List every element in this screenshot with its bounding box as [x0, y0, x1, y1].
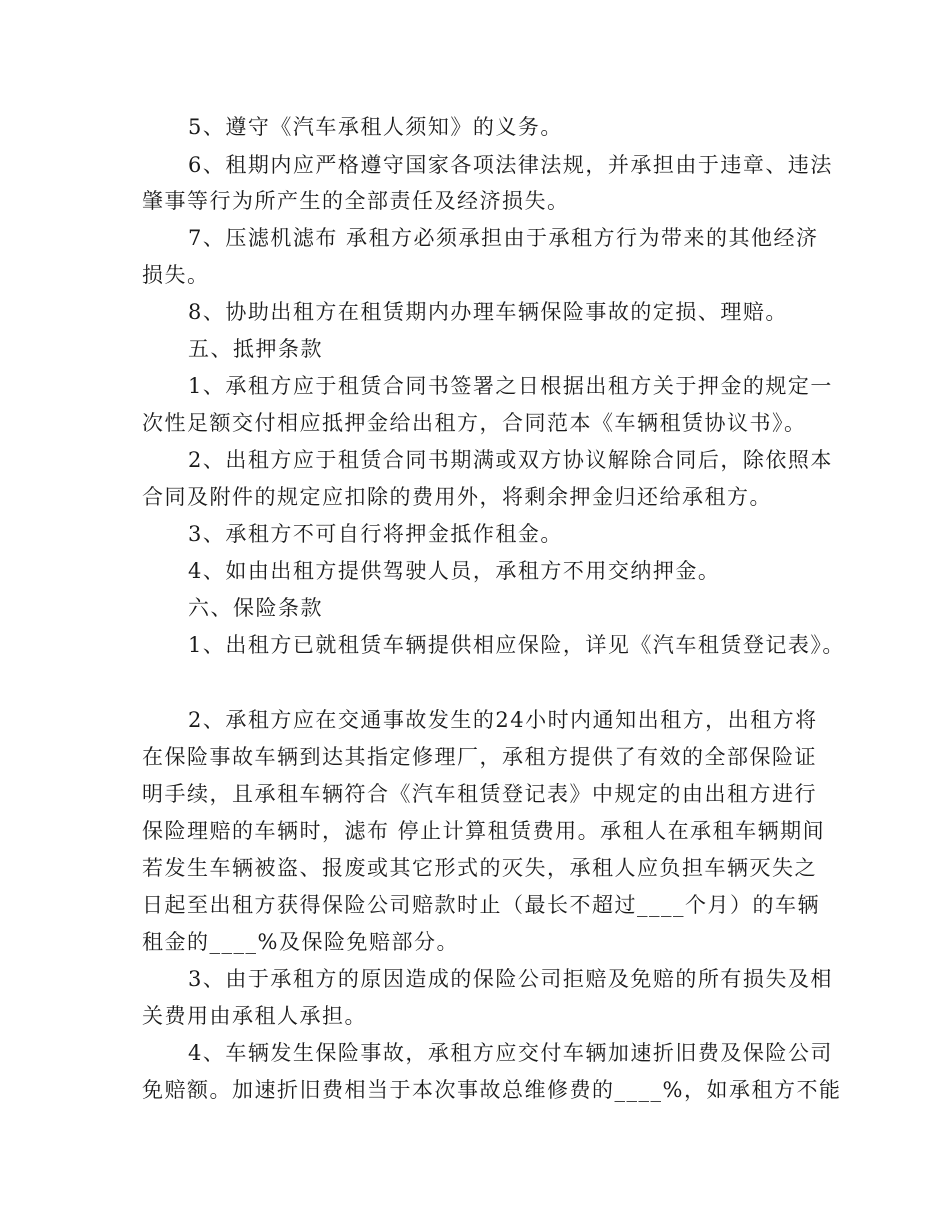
paragraph-line: 1、出租方已就租赁车辆提供相应保险，详见《汽车租赁登记表》。 [188, 633, 845, 657]
paragraph-line: 在保险事故车辆到达其指定修理厂，承租方提供了有效的全部保险证 [142, 745, 817, 769]
paragraph-line: 6、租期内应严格遵守国家各项法律法规，并承担由于违章、违法 [188, 153, 833, 177]
paragraph-line: 免赔额。加速折旧费相当于本次事故总维修费的____%，如承租方不能 [142, 1078, 842, 1102]
paragraph-line: 1、承租方应于租赁合同书签署之日根据出租方关于押金的规定一 [188, 374, 833, 398]
paragraph-line: 次性足额交付相应抵押金给出租方，合同范本《车辆租赁协议书》。 [142, 411, 807, 435]
paragraph-line: 4、如由出租方提供驾驶人员，承租方不用交纳押金。 [188, 559, 721, 583]
paragraph-line: 2、出租方应于租赁合同书期满或双方协议解除合同后，除依照本 [188, 448, 833, 472]
paragraph-line: 关费用由承租人承担。 [142, 1004, 367, 1028]
section-heading: 五、抵押条款 [188, 337, 323, 361]
paragraph-line: 3、承租方不可自行将押金抵作租金。 [188, 522, 563, 546]
paragraph-line: 3、由于承租方的原因造成的保险公司拒赔及免赔的所有损失及相 [188, 967, 833, 991]
paragraph-line: 5、遵守《汽车承租人须知》的义务。 [188, 115, 563, 139]
paragraph-line: 7、压滤机滤布 承租方必须承担由于承租方行为带来的其他经济 [188, 226, 819, 250]
paragraph-line: 若发生车辆被盗、报废或其它形式的灭失，承租人应负担车辆灭失之 [142, 856, 817, 880]
paragraph-line: 损失。 [142, 263, 210, 287]
paragraph-line: 明手续，且承租车辆符合《汽车租赁登记表》中规定的由出租方进行 [142, 782, 817, 806]
paragraph-line: 肇事等行为所产生的全部责任及经济损失。 [142, 189, 570, 213]
paragraph-line: 4、车辆发生保险事故，承租方应交付车辆加速折旧费及保险公司 [188, 1041, 833, 1065]
paragraph-line: 保险理赔的车辆时，滤布 停止计算租赁费用。承租人在承租车辆期间 [142, 819, 826, 843]
paragraph-line: 合同及附件的规定应扣除的费用外，将剩余押金归还给承租方。 [142, 485, 772, 509]
paragraph-line: 租金的____%及保险免赔部分。 [142, 930, 459, 954]
paragraph-line: 2、承租方应在交通事故发生的24小时内通知出租方，出租方将 [188, 708, 818, 732]
section-heading: 六、保险条款 [188, 596, 323, 620]
paragraph-line: 8、协助出租方在租赁期内办理车辆保险事故的定损、理赔。 [188, 300, 788, 324]
paragraph-line: 日起至出租方获得保险公司赔款时止（最长不超过____个月）的车辆 [142, 893, 820, 917]
